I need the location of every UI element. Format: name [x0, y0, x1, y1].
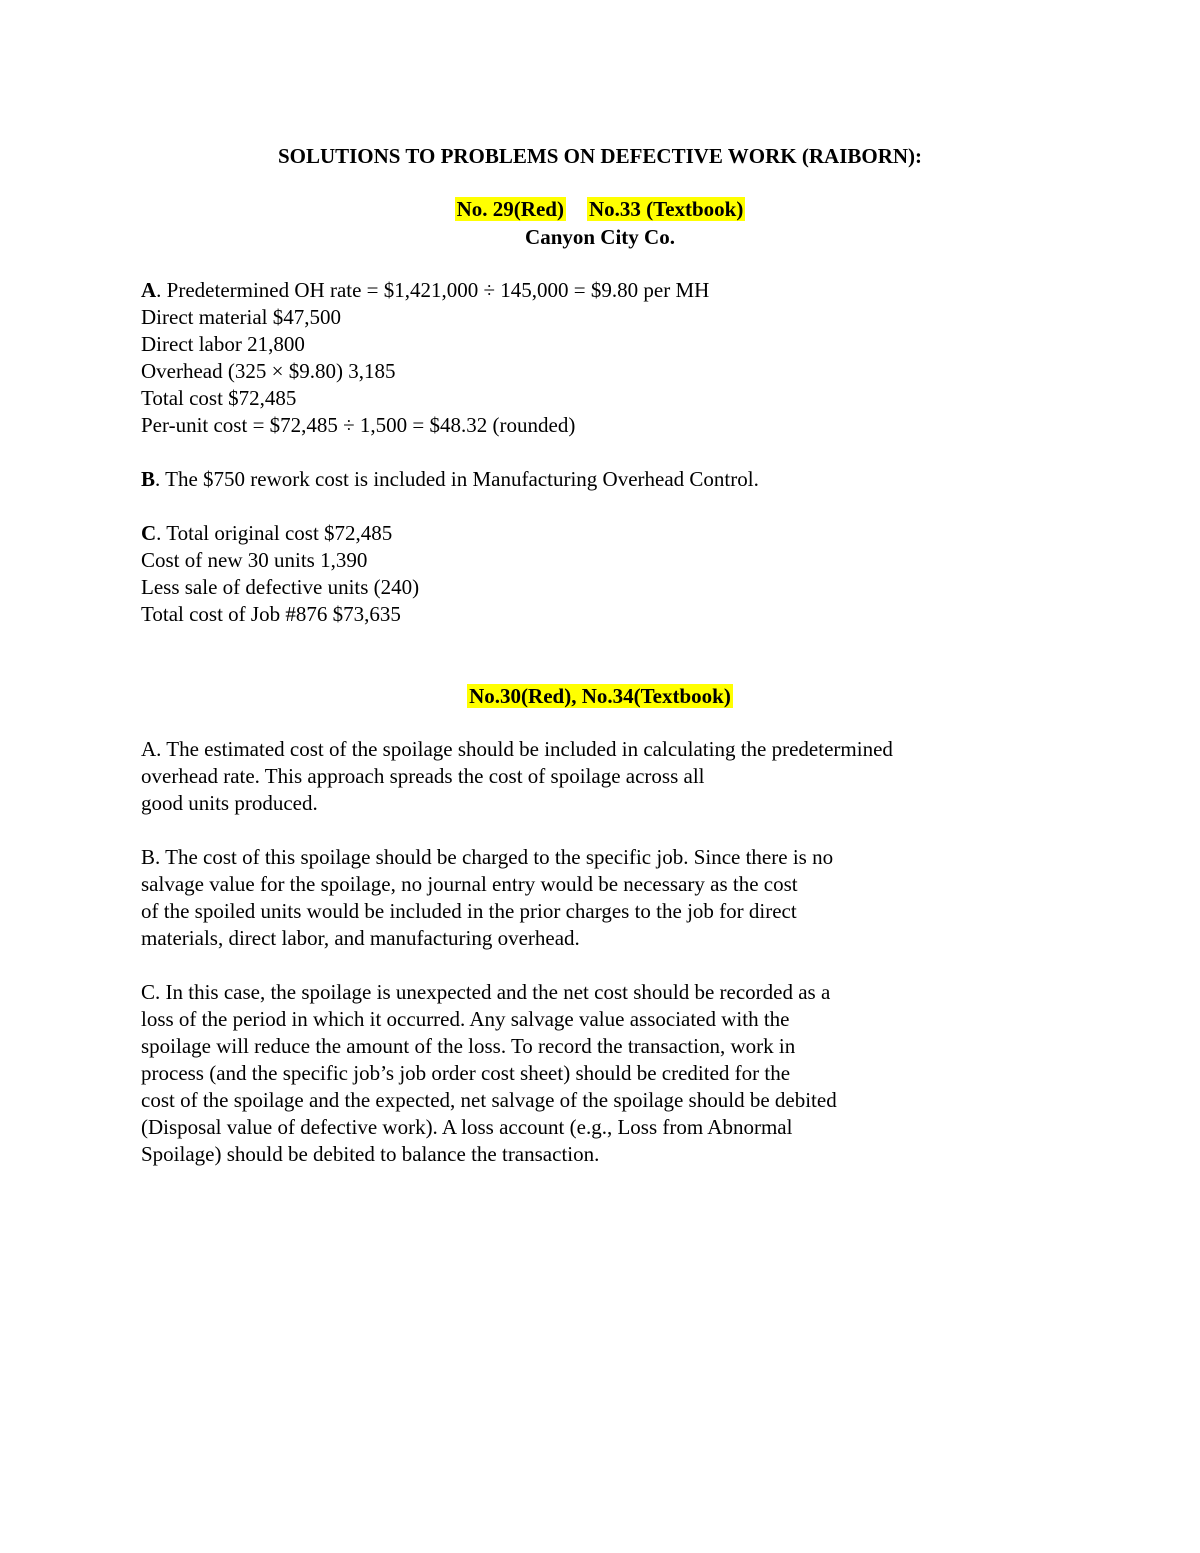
part-c-line-3: Less sale of defective units (240) [141, 575, 420, 599]
section2-heading-text: No.30(Red), No.34(Textbook) [469, 684, 731, 708]
part-a-letter: A [141, 278, 157, 302]
part-a-line-6: Per-unit cost = $72,485 ÷ 1,500 = $48.32 (rounded) [141, 413, 576, 437]
section1-heading [0, 197, 1200, 222]
s2-part-c-line-7: Spoilage) should be debited to balance the transaction. [141, 1142, 600, 1166]
heading-textbook-problem: No.33 (Textbook) [588, 197, 744, 221]
section1-body [141, 277, 1041, 628]
s2-part-c-line-3: spoilage will reduce the amount of the loss. To record the transaction, work in [141, 1034, 796, 1058]
part-a-line-5: Total cost $72,485 [141, 386, 297, 410]
s2-part-b-line-4: materials, direct labor, and manufacturing overhead. [141, 926, 580, 950]
s2-part-b-line-2: salvage value for the spoilage, no journal entry would be necessary as the cost [141, 872, 798, 896]
s2-part-c-line-6: (Disposal value of defective work). A loss account (e.g., Loss from Abnormal [141, 1115, 793, 1139]
company-name: Canyon City Co. [525, 225, 675, 249]
part-c-line-4: Total cost of Job #876 $73,635 [141, 602, 401, 626]
part-a-line-1: A. Predetermined OH rate = $1,421,000 ÷ 145,000 = $9.80 per MH [141, 278, 710, 302]
s2-part-c-line-1: C. In this case, the spoilage is unexpected and the net cost should be recorded as a [141, 980, 831, 1004]
s2-part-c-line-2: loss of the period in which it occurred. Any salvage value associated with the [141, 1007, 790, 1031]
section2-heading [0, 684, 1200, 709]
s2-part-b-line-3: of the spoiled units would be included in the prior charges to the job for direct [141, 899, 797, 923]
part-a-line-2: Direct material $47,500 [141, 305, 342, 329]
part-b-letter: B [141, 467, 156, 491]
s2-part-a-line-2: overhead rate. This approach spreads the cost of spoilage across all [141, 764, 705, 788]
s2-part-c-line-4: process (and the specific job’s job order cost sheet) should be credited for the [141, 1061, 791, 1085]
part-c-line-2: Cost of new 30 units 1,390 [141, 548, 368, 572]
s2-part-a-line-3: good units produced. [141, 791, 318, 815]
document-title: SOLUTIONS TO PROBLEMS ON DEFECTIVE WORK (RAIBORN): [277, 144, 923, 168]
part-a-line-3: Direct labor 21,800 [141, 332, 305, 356]
s2-part-c-line-5: cost of the spoilage and the expected, net salvage of the spoilage should be debited [141, 1088, 837, 1112]
heading-red-problem: No. 29(Red) [456, 197, 564, 221]
part-c-letter: C [141, 521, 157, 545]
s2-part-b-line-1: B. The cost of this spoilage should be charged to the specific job. Since there is no [141, 845, 834, 869]
part-a-line-4: Overhead (325 × $9.80) 3,185 [141, 359, 396, 383]
part-b-line: B. The $750 rework cost is included in Manufacturing Overhead Control. [141, 467, 759, 491]
s2-part-a-line-1: A. The estimated cost of the spoilage should be included in calculating the predetermined [141, 737, 893, 761]
section2-body [141, 736, 1041, 1168]
part-c-line-1: C. Total original cost $72,485 [141, 521, 393, 545]
